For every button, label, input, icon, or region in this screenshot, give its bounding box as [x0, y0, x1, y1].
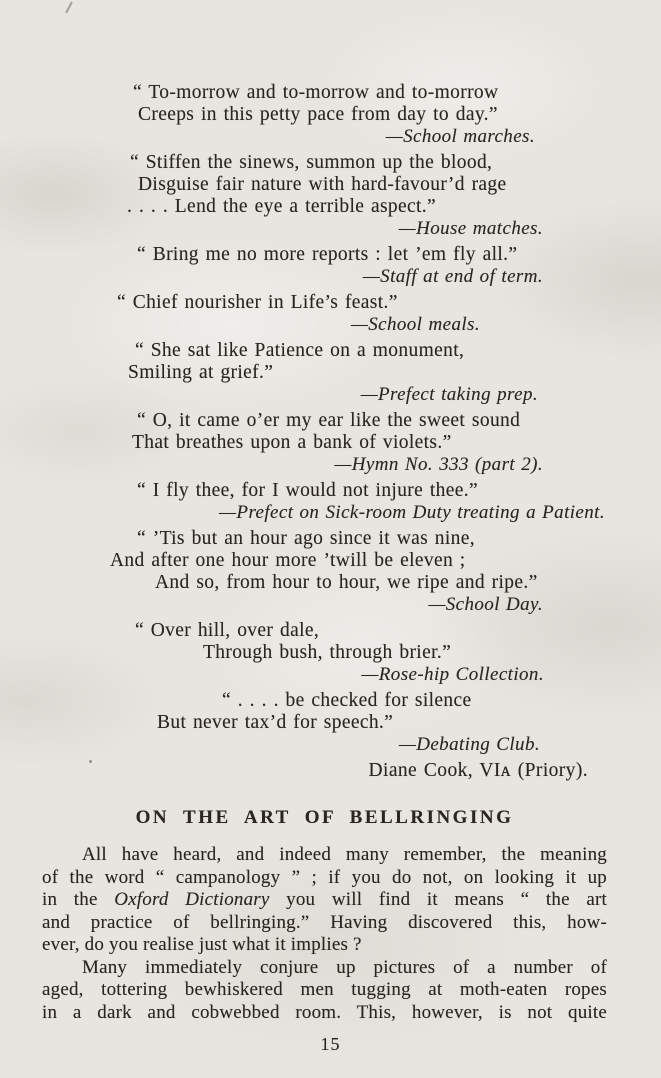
- quote-line: “ Chief nourisher in Life’s feast.”: [117, 292, 398, 313]
- quotes-section: [0, 82, 661, 756]
- text-line: [42, 912, 607, 935]
- quote-line: “ Stiffen the sinews, summon up the blood,: [130, 152, 493, 173]
- text-segment: you will find it means “ the art: [269, 889, 607, 910]
- quote-attribution: —Rose-hip Collection.: [361, 664, 544, 685]
- quote-line: “ I fly thee, for I would not injure thee.”: [137, 480, 478, 501]
- paragraph: [42, 957, 607, 1025]
- quote-line: And so, from hour to hour, we ripe and ripe.”: [155, 572, 538, 593]
- article-body: [42, 844, 607, 1024]
- quote: [0, 620, 661, 686]
- ink-speck: [89, 760, 92, 763]
- page-number: 15: [320, 1034, 341, 1054]
- text-segment: in a dark and cobwebbed room. This, however, is not quite: [42, 1001, 607, 1023]
- text-line: [42, 934, 607, 957]
- quote-line: Creeps in this petty pace from day to day.”: [138, 104, 498, 125]
- quote-attribution: —School Day.: [428, 594, 543, 615]
- quote: [0, 292, 661, 336]
- quote-attribution: —Prefect taking prep.: [360, 384, 538, 405]
- text-segment: All have heard, and indeed many remember, the meaning: [82, 844, 607, 865]
- quote-line: “ Over hill, over dale,: [135, 620, 320, 641]
- quote-attribution: —Prefect on Sick-room Duty treating a Patient.: [219, 502, 605, 523]
- quote-line: “ She sat like Patience on a monument,: [135, 340, 465, 361]
- quote-attribution: —Hymn No. 333 (part 2).: [334, 454, 543, 475]
- quote: [0, 410, 661, 476]
- quote-line: Smiling at grief.”: [128, 362, 274, 383]
- author-credit: Diane Cook, VIᴀ (Priory).: [368, 760, 588, 781]
- text-line: [42, 844, 607, 867]
- text-line: [42, 979, 607, 1002]
- quote-attribution: —School marches.: [385, 126, 535, 147]
- quote: [0, 480, 661, 524]
- quote-line: “ O, it came o’er my ear like the sweet sound: [137, 410, 521, 431]
- quote-attribution: —Staff at end of term.: [362, 266, 543, 287]
- paragraph: [42, 844, 607, 957]
- article-title: ON THE ART OF BELLRINGING: [135, 807, 514, 828]
- quote-line: Through bush, through brier.”: [203, 642, 452, 663]
- quote: [0, 244, 661, 288]
- quote-line: And after one hour more ’twill be eleven ;: [110, 550, 466, 571]
- quote-line: That breathes upon a bank of violets.”: [132, 432, 452, 453]
- text-line: [42, 889, 607, 912]
- text-segment: and practice of bellringing.” Having discovered this, how-: [42, 911, 607, 933]
- quote-line: “ Bring me no more reports : let ’em fly all.”: [137, 244, 518, 265]
- text-segment: Many immediately conjure up pictures of a number of: [82, 956, 607, 978]
- text-segment: of the word “ campanology ” ; if you do not, on looking it up: [42, 866, 607, 888]
- italic-text: Oxford Dictionary: [114, 889, 270, 910]
- quote: [0, 690, 661, 756]
- quote: [0, 340, 661, 406]
- quote: [0, 82, 661, 148]
- text-line: [42, 1002, 607, 1025]
- quote: [0, 152, 661, 240]
- quote-line: But never tax’d for speech.”: [157, 712, 394, 733]
- quote-attribution: —Debating Club.: [398, 734, 540, 755]
- quote-line: Disguise fair nature with hard-favour’d rage: [138, 174, 507, 195]
- quote-line: “ ’Tis but an hour ago since it was nine,: [137, 528, 476, 549]
- quote-line: . . . . Lend the eye a terrible aspect.”: [127, 196, 437, 217]
- pen-mark: [65, 1, 73, 13]
- text-segment: aged, tottering bewhiskered men tugging at moth-eaten ropes: [42, 979, 607, 1000]
- text-segment: in the: [42, 889, 115, 910]
- text-line: [42, 867, 607, 890]
- text-segment: ever, do you realise just what it implies ?: [42, 934, 362, 955]
- quote-line: “ To-morrow and to-morrow and to-morrow: [133, 82, 499, 103]
- text-line: [42, 957, 607, 980]
- quote: [0, 528, 661, 616]
- quote-attribution: —House matches.: [398, 218, 543, 239]
- quote-attribution: —School meals.: [350, 314, 480, 335]
- quote-line: “ . . . . be checked for silence: [222, 690, 472, 711]
